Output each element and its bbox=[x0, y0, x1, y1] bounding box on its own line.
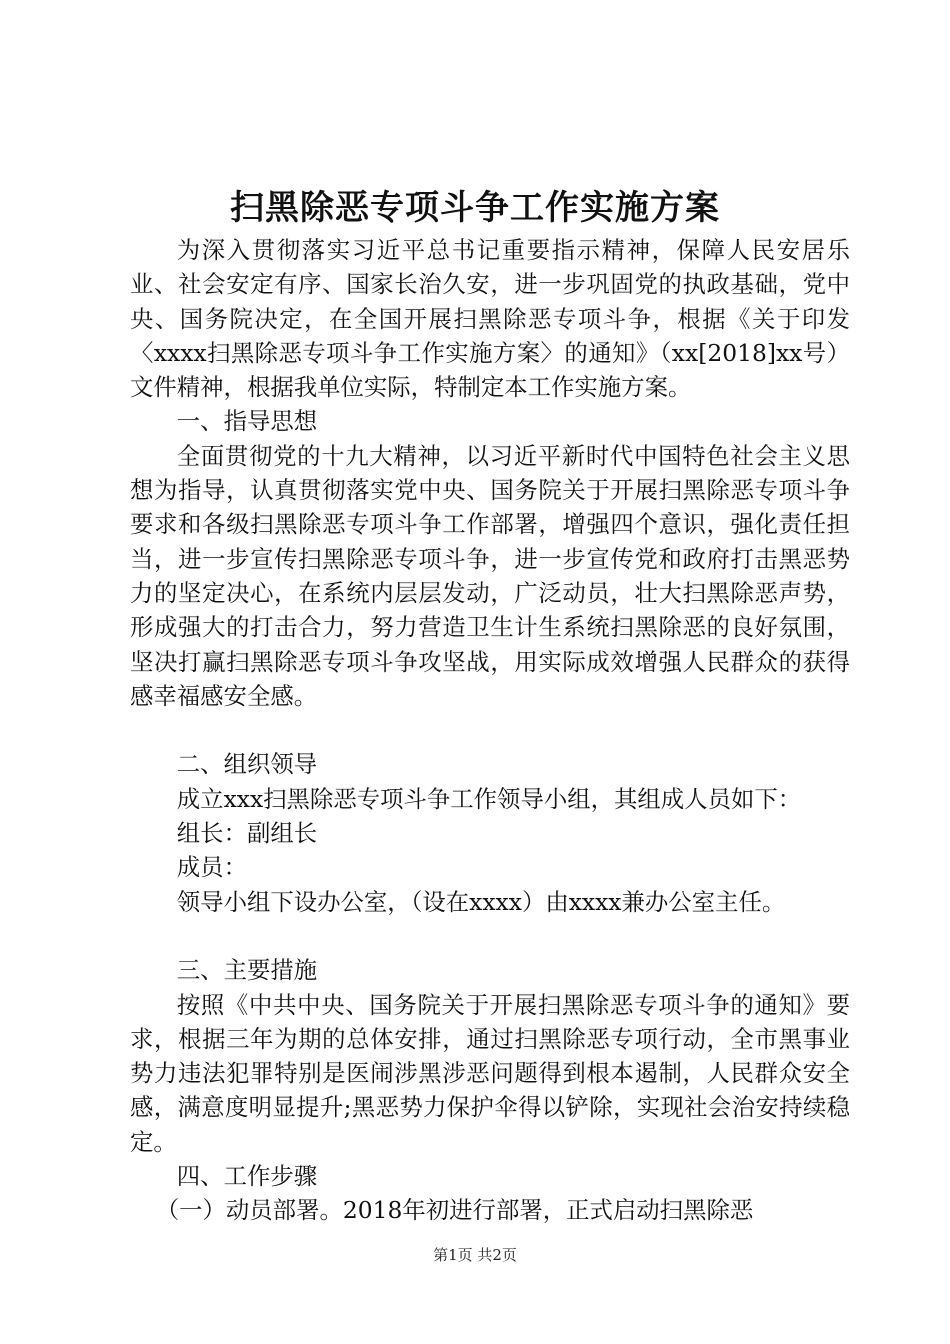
office-line: 领导小组下设办公室，（设在xxxx）由xxxx兼办公室主任。 bbox=[176, 887, 786, 916]
section-heading-work-steps: 四、工作步骤 bbox=[176, 1162, 318, 1191]
guiding-thought-paragraph: 全面贯彻党的十九大精神，以习近平新时代中国特色社会主义思想为指导，认真贯彻落实党中央、国务院关于开展扫黑除恶专项斗争要求和各级扫黑除恶专项斗争工作部署，增强四个意识，强化责任担当，进一步宣传扫黑除恶专项斗争，进一步宣传党和政府打击黑恶势力的坚定决心，在系统内层层发动，广泛动员，壮大扫黑除恶声势，形成强大的打击合力，努力营造卫生计生系统扫黑除恶的良好氛围，坚决打赢扫黑除恶专项斗争攻坚战，用实际成效增强人民群众的获得感幸福感安全感。 bbox=[130, 441, 850, 710]
organization-paragraph: 成立xxx扫黑除恶专项斗争工作领导小组，其组成人员如下： bbox=[176, 784, 802, 813]
section-heading-measures: 三、主要措施 bbox=[176, 956, 318, 985]
document-body bbox=[130, 233, 850, 1228]
document-title: 扫黑除恶专项斗争工作实施方案 bbox=[230, 188, 720, 228]
section-heading-guiding-thought: 一、指导思想 bbox=[176, 407, 318, 436]
intro-paragraph: 为深入贯彻落实习近平总书记重要指示精神，保障人民安居乐业、社会安定有序、国家长治久安，进一步巩固党的执政基础，党中央、国务院决定，在全国开展扫黑除恶专项斗争，根据《关于印发〈xxxx扫黑除恶专项斗争工作实施方案〉的通知》（xx[2018]xx号）文件精神，根据我单位实际，特制定本工作实施方案。 bbox=[130, 236, 850, 402]
leader-line: 组长：副组长 bbox=[176, 819, 318, 848]
paragraph-gap bbox=[130, 713, 850, 747]
page-number-footer: 第1页 共2页 bbox=[433, 1246, 517, 1264]
measures-paragraph: 按照《中共中央、国务院关于开展扫黑除恶专项斗争的通知》要求，根据三年为期的总体安排，通过扫黑除恶专项行动，全市黑事业势力违法犯罪特别是医闹涉黑涉恶问题得到根本遏制，人民群众安全感，满意度明显提升;黑恶势力保护伞得以铲除，实现社会治安持续稳定。 bbox=[130, 990, 850, 1156]
section-heading-organization: 二、组织领导 bbox=[176, 750, 318, 779]
paragraph-gap bbox=[130, 919, 850, 953]
work-step-1: （一）动员部署。2018年初进行部署，正式启动扫黑除恶 bbox=[155, 1196, 754, 1225]
members-line: 成员： bbox=[176, 853, 247, 882]
